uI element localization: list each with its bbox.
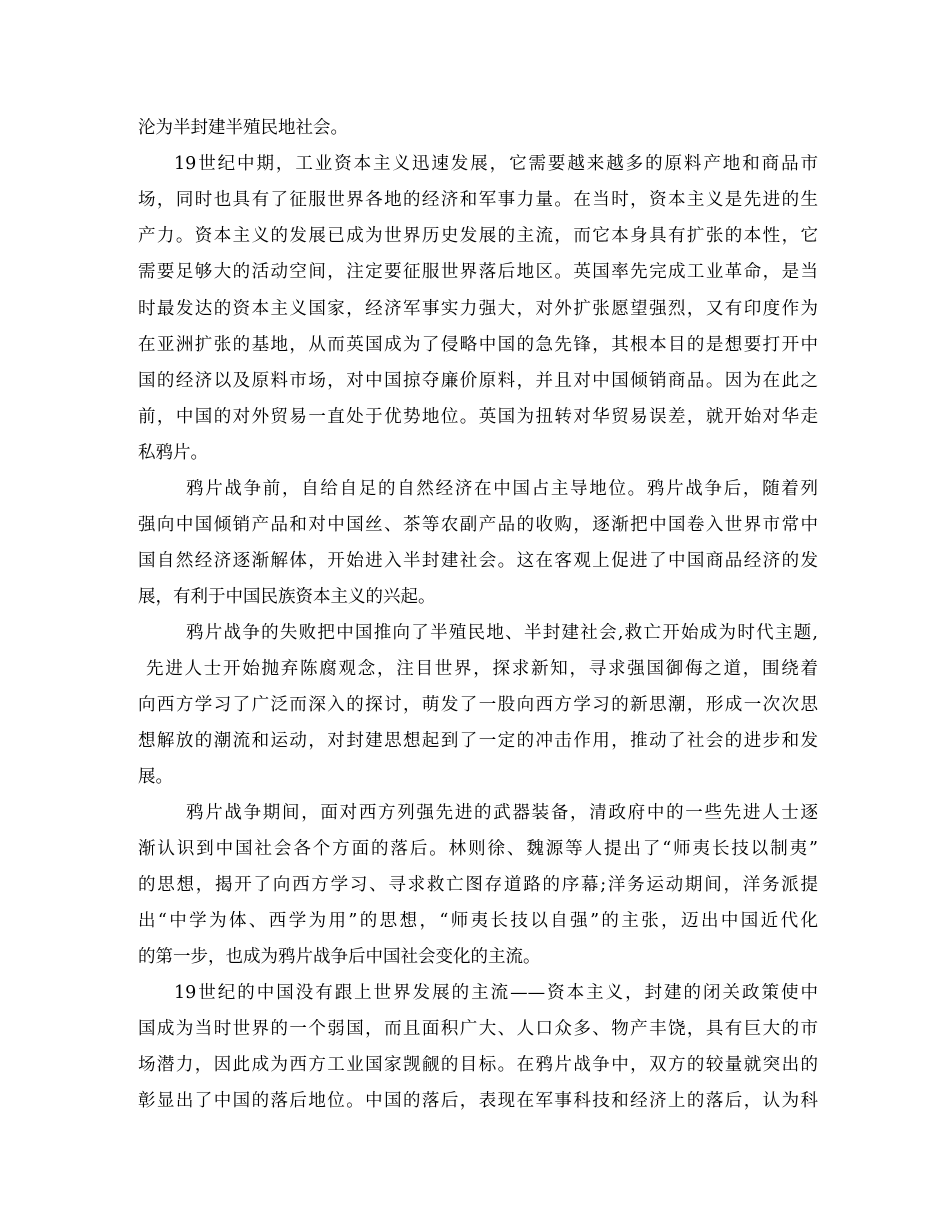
text-line: 私鸦片。 <box>138 443 208 463</box>
text-line: 在亚洲扩张的基地，从而英国成为了侵略中国的急先锋，其根本目的是想要打开中 <box>138 335 818 355</box>
text-line: 想解放的潮流和运动，对封建思想起到了一定的冲击作用，推动了社会的进步和发 <box>138 731 818 751</box>
text-line: 19世纪的中国没有跟上世界发展的主流——资本主义，封建的闭关政策使中 <box>174 983 818 1003</box>
text-line: 需要足够大的活动空间，注定要征服世界落后地区。英国率先完成工业革命，是当 <box>138 262 818 282</box>
text-line: 19世纪中期，工业资本主义迅速发展，它需要越来越多的原料产地和商品市 <box>174 154 818 174</box>
text-line: 彰显出了中国的落后地位。中国的落后，表现在军事科技和经济上的落后，认为科 <box>138 1091 818 1111</box>
text-line: 鸦片战争的失败把中国推向了半殖民地、半封建社会,救亡开始成为时代主题, <box>186 623 818 643</box>
text-line: 出“中学为体、西学为用”的思想，“师夷长技以自强”的主张，迈出中国近代化 <box>138 911 818 931</box>
text-line: 先进人士开始抛弃陈腐观念，注目世界，探求新知，寻求强国御侮之道，围绕着 <box>146 659 818 679</box>
text-line: 沦为半封建半殖民地社会。 <box>138 118 348 138</box>
text-line: 时最发达的资本主义国家，经济军事实力强大，对外扩张愿望强烈，又有印度作为 <box>138 299 818 319</box>
text-line: 前，中国的对外贸易一直处于优势地位。英国为扭转对华贸易误差，就开始对华走 <box>138 407 818 427</box>
text-line: 展。 <box>138 767 173 787</box>
text-line: 强向中国倾销产品和对中国丝、茶等农副产品的收购，逐渐把中国卷入世界市常中 <box>138 515 818 535</box>
text-line: 场潜力，因此成为西方工业国家觊觎的目标。在鸦片战争中，双方的较量就突出的 <box>138 1055 818 1075</box>
text-line: 展，有利于中国民族资本主义的兴起。 <box>138 587 436 607</box>
text-line: 国的经济以及原料市场，对中国掠夺廉价原料，并且对中国倾销商品。因为在此之 <box>138 371 818 391</box>
text-line: 鸦片战争期间，面对西方列强先进的武器装备，清政府中的一些先进人士逐 <box>186 803 818 823</box>
text-line: 渐认识到中国社会各个方面的落后。林则徐、魏源等人提出了“师夷长技以制夷” <box>138 839 818 859</box>
text-line: 向西方学习了广泛而深入的探讨，萌发了一股向西方学习的新思潮，形成一次次思 <box>138 695 818 715</box>
text-line: 的思想，揭开了向西方学习、寻求救亡图存道路的序幕;洋务运动期间，洋务派提 <box>138 875 818 895</box>
text-line: 产力。资本主义的发展已成为世界历史发展的主流，而它本身具有扩张的本性，它 <box>138 226 818 246</box>
text-line: 鸦片战争前，自给自足的自然经济在中国占主导地位。鸦片战争后，随着列 <box>186 479 818 499</box>
text-line: 的第一步，也成为鸦片战争后中国社会变化的主流。 <box>138 947 541 967</box>
text-line: 场，同时也具有了征服世界各地的经济和军事力量。在当时，资本主义是先进的生 <box>138 190 818 210</box>
text-line: 国自然经济逐渐解体，开始进入半封建社会。这在客观上促进了中国商品经济的发 <box>138 551 818 571</box>
text-line: 国成为当时世界的一个弱国，而且面积广大、人口众多、物产丰饶，具有巨大的市 <box>138 1019 818 1039</box>
